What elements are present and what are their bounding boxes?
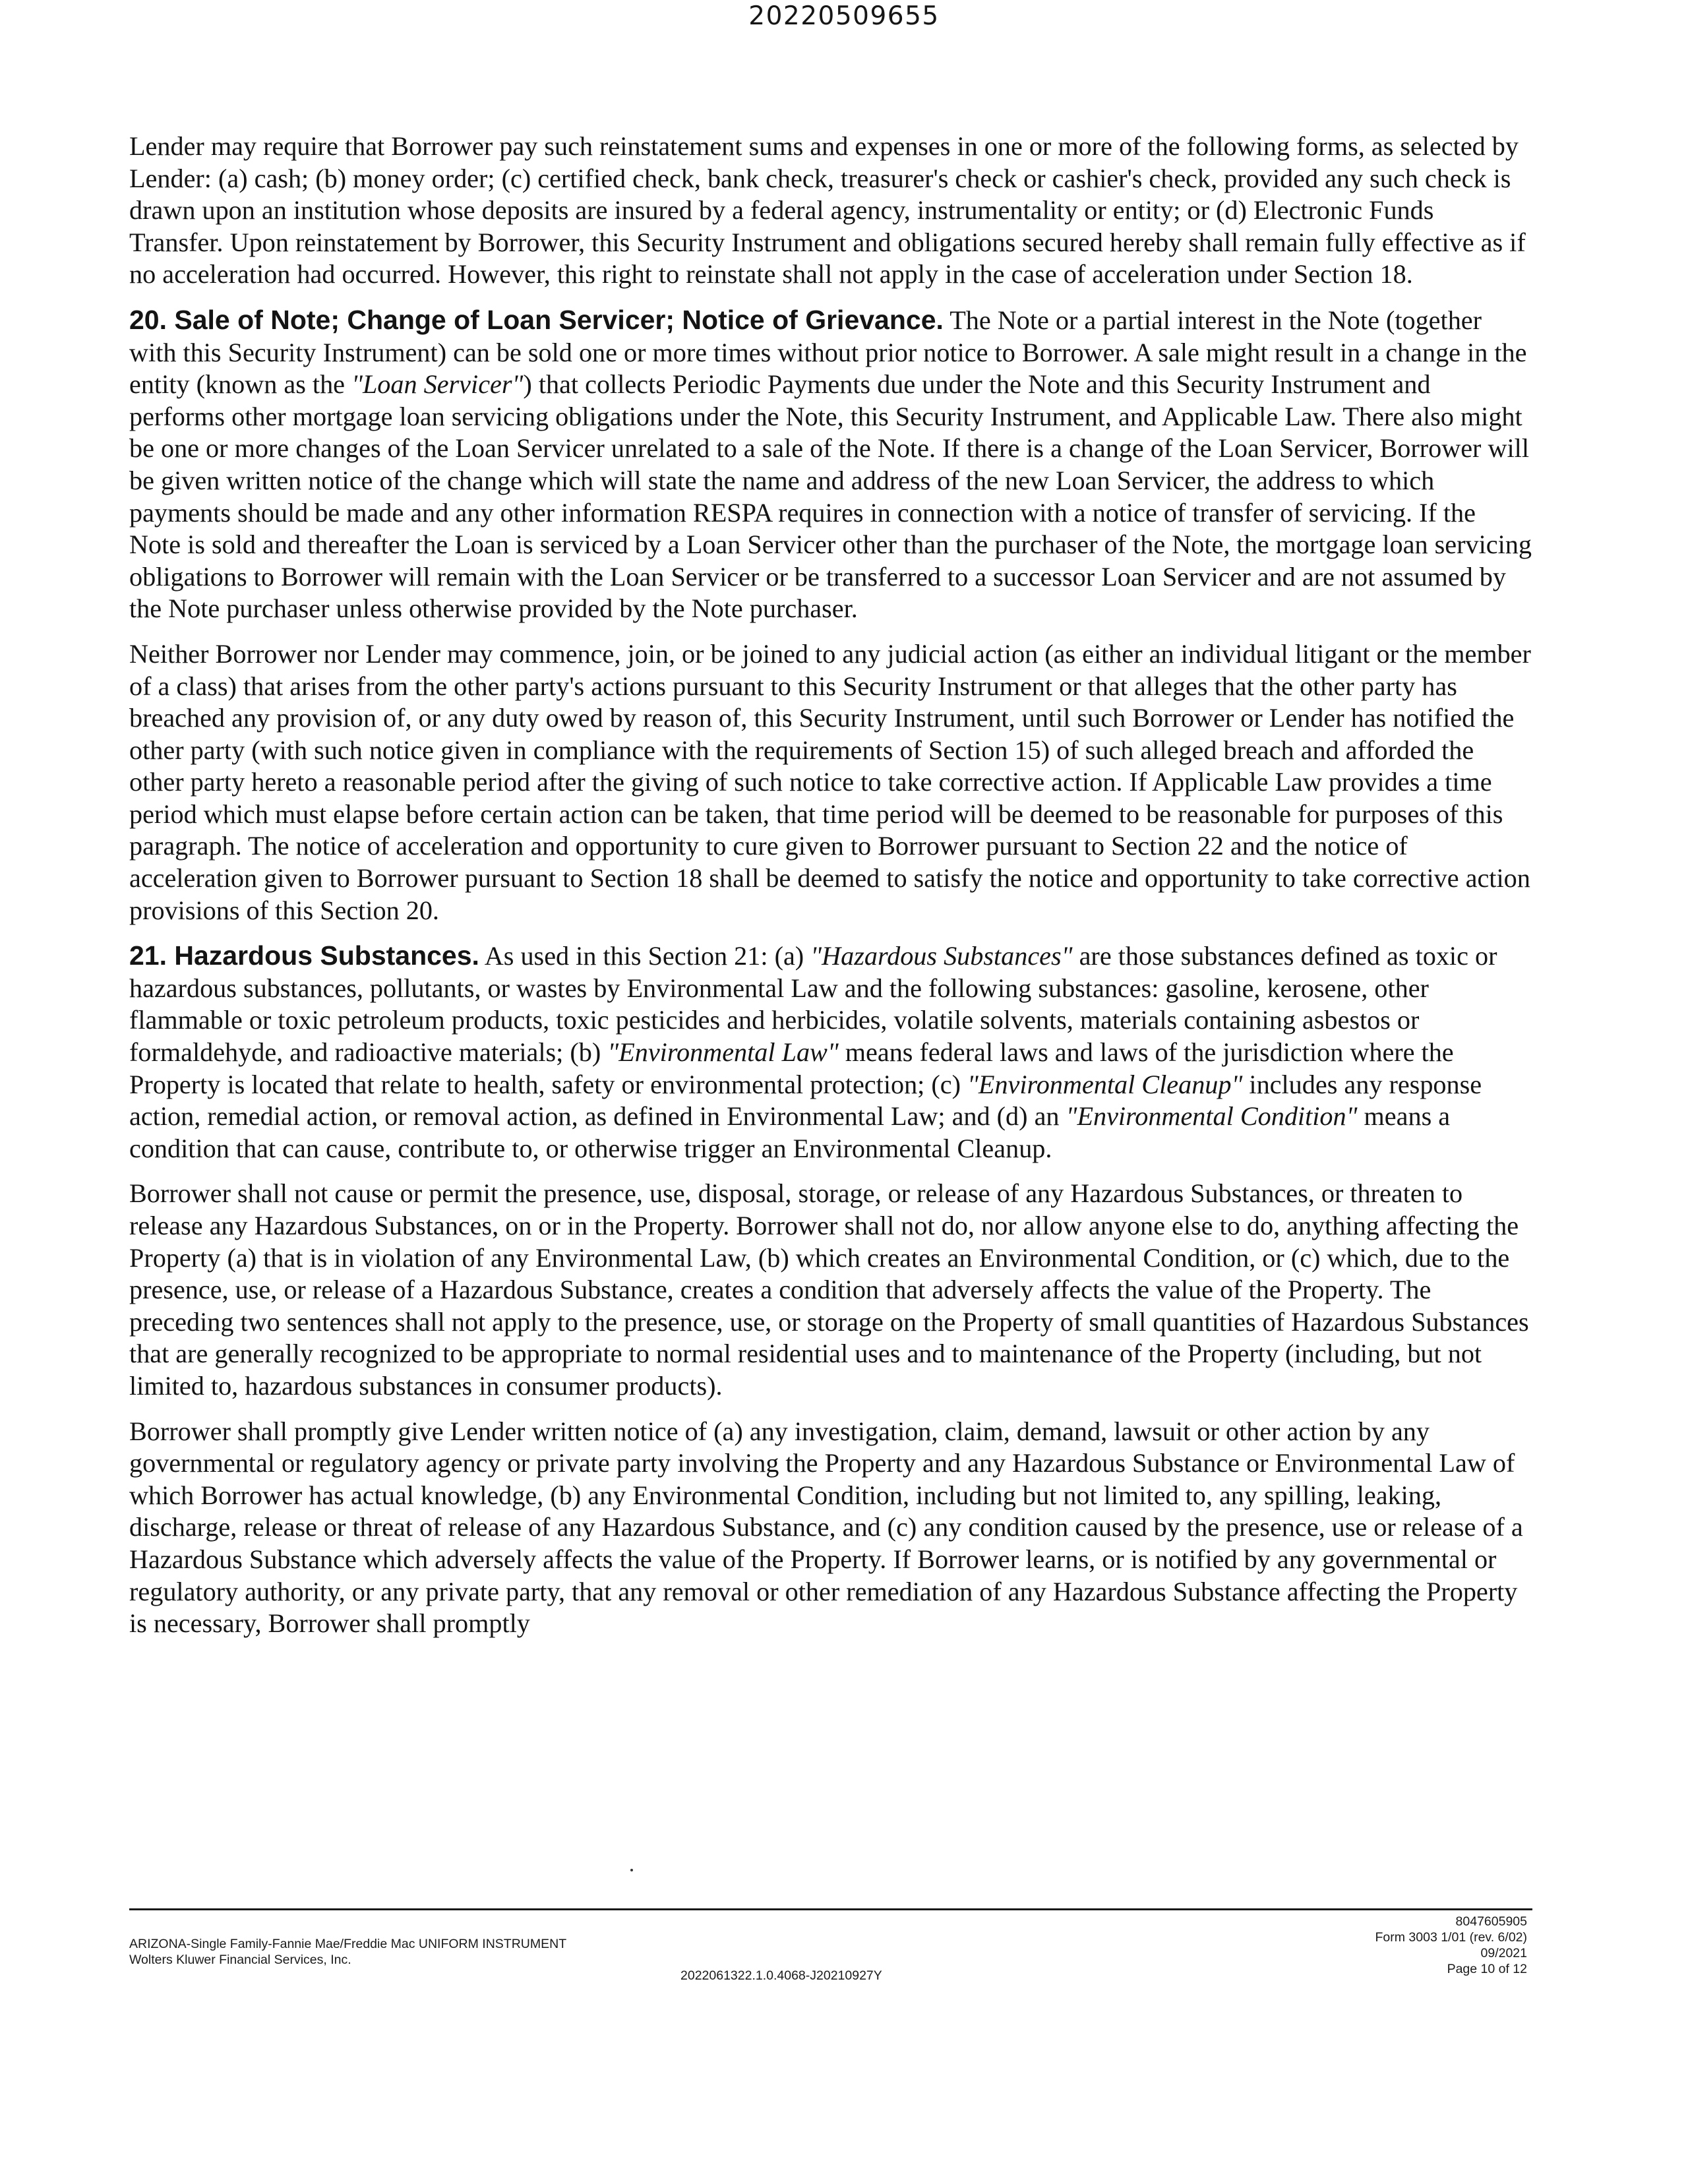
footer-publisher: Wolters Kluwer Financial Services, Inc. (129, 1953, 351, 1967)
term-loan-servicer: "Loan Servicer" (351, 369, 524, 400)
footer-form-title (129, 1936, 566, 1968)
section-21-text-e: means a condition that can cause, contribute to, or otherwise trigger an Environmental Cleanup. (129, 1101, 1451, 1163)
section-21-paragraph (129, 940, 1532, 1165)
section-20-paragraph (129, 304, 1532, 625)
paragraph-written-notice: Borrower shall promptly give Lender written notice of (a) any investigation, claim, demand, lawsuit or other action by any governmental or regulatory agency or private party involving the Property and any Hazardous Substance or Environmental Law of which Borrower has actual knowledge, (b) any Environmental Condition, including but not limited to, any spilling, leaking, discharge, release or threat of release of any Hazardous Substance, and (c) any condition caused by the presence, use or release of a Hazardous Substance which adversely affects the value of the Property. If Borrower learns, or is notified by any governmental or regulatory authority, or any private party, that any removal or other remediation of any Hazardous Substance affecting the Property is necessary, Borrower shall promptly (129, 1416, 1523, 1639)
document-body (129, 131, 1532, 1653)
footer-instrument-name: ARIZONA-Single Family-Fannie Mae/Freddie Mac UNIFORM INSTRUMENT (129, 1937, 567, 1951)
footer-form-number: Form 3003 1/01 (rev. 6/02) (1375, 1930, 1527, 1945)
footer-form-date: 09/2021 (1480, 1946, 1527, 1960)
term-environmental-law: "Environmental Law" (607, 1037, 839, 1068)
footer-document-id: 2022061322.1.0.4068-J20210927Y (680, 1968, 882, 1983)
footer-page-number: Page 10 of 12 (1447, 1962, 1527, 1976)
footer-divider (129, 1908, 1532, 1910)
footer-form-info (1375, 1914, 1528, 1977)
paragraph-borrower-shall-not: Borrower shall not cause or permit the presence, use, disposal, storage, or release of any Hazardous Substances, or threaten to release any Hazardous Substances, on or in the Property. Borrower shall not do, nor allow anyone else to do, anything affecting the Property (a) that is in violation of any Environmental Law, (b) which creates an Environmental Condition, or (c) which, due to the presence, use, or release of a Hazardous Substance, creates a condition that adversely affects the value of the Property. The preceding two sentences shall not apply to the presence, use, or storage on the Property of small quantities of Hazardous Substances that are generally recognized to be appropriate to normal residential uses and to maintenance of the Property (including, but not limited to, hazardous substances in consumer products). (129, 1178, 1529, 1401)
section-20-text-a: The Note or a partial interest in the Note (together with this Security Instrument) can be sold one or more times without prior notice to Borrower. A sale might result in a change in the entity (known as the (129, 305, 1527, 400)
section-21-text-a: As used in this Section 21: (a) (479, 941, 811, 971)
paragraph-judicial-action: Neither Borrower nor Lender may commence, join, or be joined to any judicial action (as either an individual litigant or the member of a class) that arises from the other party's actions pursuant to this Security Instrument or that alleges that the other party has breached any provision of, or any duty owed by reason of, this Security Instrument, until such Borrower or Lender has notified the other party (with such notice given in compliance with the requirements of Section 15) of such alleged breach and afforded the other party hereto a reasonable period after the giving of such notice to take corrective action. If Applicable Law provides a time period which must elapse before certain action can be taken, that time period will be deemed to be reasonable for purposes of this paragraph. The notice of acceleration and opportunity to cure given to Borrower pursuant to Section 22 and the notice of acceleration given to Borrower pursuant to Section 18 shall be deemed to satisfy the notice and opportunity to take corrective action provisions of this Section 20. (129, 638, 1531, 925)
section-20-text-b: ) that collects Periodic Payments due under the Note and this Security Instrument and performs other mortgage loan servicing obligations under the Note, this Security Instrument, and Applicable Law. There also might be one or more changes of the Loan Servicer unrelated to a sale of the Note. If there is a change of the Loan Servicer, Borrower will be given written notice of the change which will state the name and address of the new Loan Servicer, the address to which payments should be made and any other information RESPA requires in connection with a notice of transfer of servicing. If the Note is sold and thereafter the Loan is serviced by a Loan Servicer other than the purchaser of the Note, the mortgage loan servicing obligations to Borrower will remain with the Loan Servicer or be transferred to a successor Loan Servicer and are not assumed by the Note purchaser unless otherwise provided by the Note purchaser. (129, 369, 1532, 624)
recording-number: 20220509655 (748, 1, 940, 31)
section-21-text-d: includes any response action, remedial action, or removal action, as defined in Environmental Law; and (d) an (129, 1069, 1482, 1132)
paragraph-reinstatement-forms: Lender may require that Borrower pay such reinstatement sums and expenses in one or more of the following forms, as selected by Lender: (a) cash; (b) money order; (c) certified check, bank check, treasurer's check or cashier's check, provided any such check is drawn upon an institution whose deposits are insured by a federal agency, instrumentality or entity; or (d) Electronic Funds Transfer. Upon reinstatement by Borrower, this Security Instrument and obligations secured hereby shall remain fully effective as if no acceleration had occurred. However, this right to reinstate shall not apply in the case of acceleration under Section 18. (129, 131, 1526, 289)
scan-speck (630, 1869, 633, 1871)
term-environmental-cleanup: "Environmental Cleanup" (967, 1069, 1243, 1099)
term-hazardous-substances: "Hazardous Substances" (810, 941, 1073, 971)
section-20-heading: 20. Sale of Note; Change of Loan Servicer; Notice of Grievance. (129, 304, 944, 335)
section-21-heading: 21. Hazardous Substances. (129, 940, 479, 971)
section-21-text-b: are those substances defined as toxic or hazardous substances, pollutants, or wastes by Environmental Law and the following substances: gasoline, kerosene, other flammable or toxic petroleum products, toxic pesticides and herbicides, volatile solvents, materials containing asbestos or formaldehyde, and radioactive materials; (b) (129, 941, 1497, 1068)
term-environmental-condition: "Environmental Condition" (1066, 1101, 1358, 1132)
footer-loan-number: 8047605905 (1455, 1914, 1527, 1929)
section-21-text-c: means federal laws and laws of the jurisdiction where the Property is located that relate to health, safety or environmental protection; (c) (129, 1037, 1454, 1099)
page-footer (129, 1914, 1532, 2006)
